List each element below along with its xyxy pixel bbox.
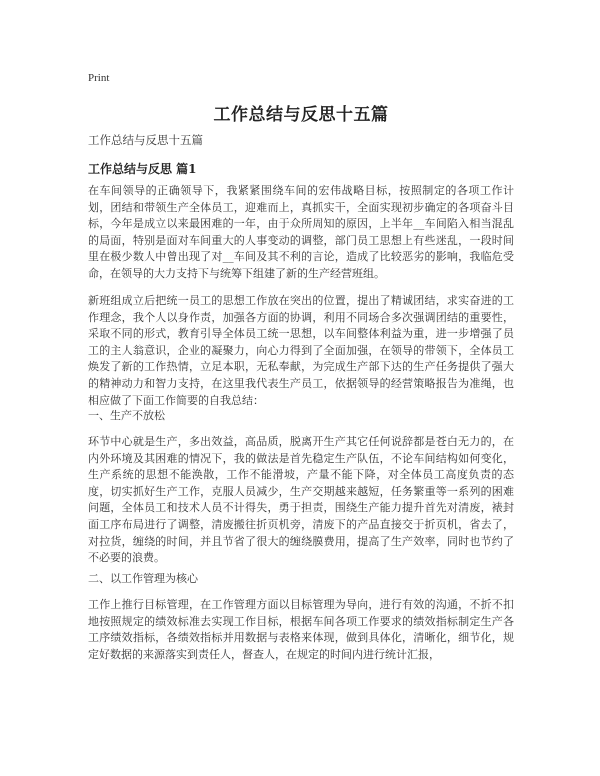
page-title: 工作总结与反思十五篇: [213, 105, 389, 125]
section-heading: 工作总结与反思 篇1: [88, 162, 197, 176]
paragraph: 新班组成立后把统一员工的思想工作放在突出的位置，提出了精诚团结，求实奋进的工作理念，我个人以身作责，加强各方面的协调，利用不同场合多次强调团结的重要性，采取不同的形式，教育引导全体员工统一思想，以车间整体利益为重，进一步增强了员工的主人翁意识，企业的凝聚力，向心力得到了全面加强，在领导的带领下，全体员工焕发了新的工作热情，立足本职，无私奉献，为完成生产部下达的生产任务提供了强大的精神动力和智力支持，在这里我代表生产员工，依据领导的经营策略报告为准绳，也相应做了下面工作简要的自我总结：: [88, 294, 514, 407]
document-subtitle: 工作总结与反思十五篇: [88, 133, 203, 147]
paragraph: 环节中心就是生产，多出效益，高品质，脱离开生产其它任何说辞都是苍白无力的，在内外环境及其困难的情况下，我的做法是首先稳定生产队伍，不论车间结构如何变化，生产系统的思想不能涣散，工作不能滑坡，产量不能下降，对全体员工高度负责的态度，切实抓好生产工作，克服人员减少，生产交期越来越短，任务繁重等一系列的困难问题，全体员工和技术人员不计得失，勇于担责，围绕生产能力提升首先对清废，裱封面工序布局进行了调整，清废搬往折页机旁，清废下的产品直接交于折页机，省去了，对拉货，缠绕的时间，并且节省了很大的缠绕膜费用，提高了生产效率，同时也节约了不必要的浪费。: [88, 435, 514, 565]
subheading-production: 一、生产不放松: [88, 409, 165, 422]
paragraph: 在车间领导的正确领导下，我紧紧围绕车间的宏伟战略目标，按照制定的各项工作计划，团结和带领生产全体员工，迎难而上，真抓实干，全面实现初步确定的各项奋斗目标，今年是成立以来最困难的一年，由于众所周知的原因，上半年__车间陷入相当混乱的局面，特别是面对车间重大的人事变动的调整，部门员工思想上有些迷乱，一段时间里在极少数人中曾出现了对__车间及其不利的言论，造成了比较恶劣的影响，我临危受命，在领导的大力支持下与统筹下组建了新的生产经营班组。: [88, 184, 514, 280]
print-link[interactable]: Print: [88, 72, 110, 84]
paragraph: 工作上推行目标管理，在工作管理方面以目标管理为导向，进行有效的沟通，不折不扣地按照规定的绩效标准去实现工作目标，根据车间各项工作要求的绩效指标制定生产各工序绩效指标，各绩效指标并用数据与表格来体现，做到具体化，清晰化，细节化，规定好数据的来源落实到责任人，督查人，在规定的时间内进行统计汇报，: [88, 598, 514, 661]
subheading-management: 二、以工作管理为核心: [88, 572, 198, 585]
